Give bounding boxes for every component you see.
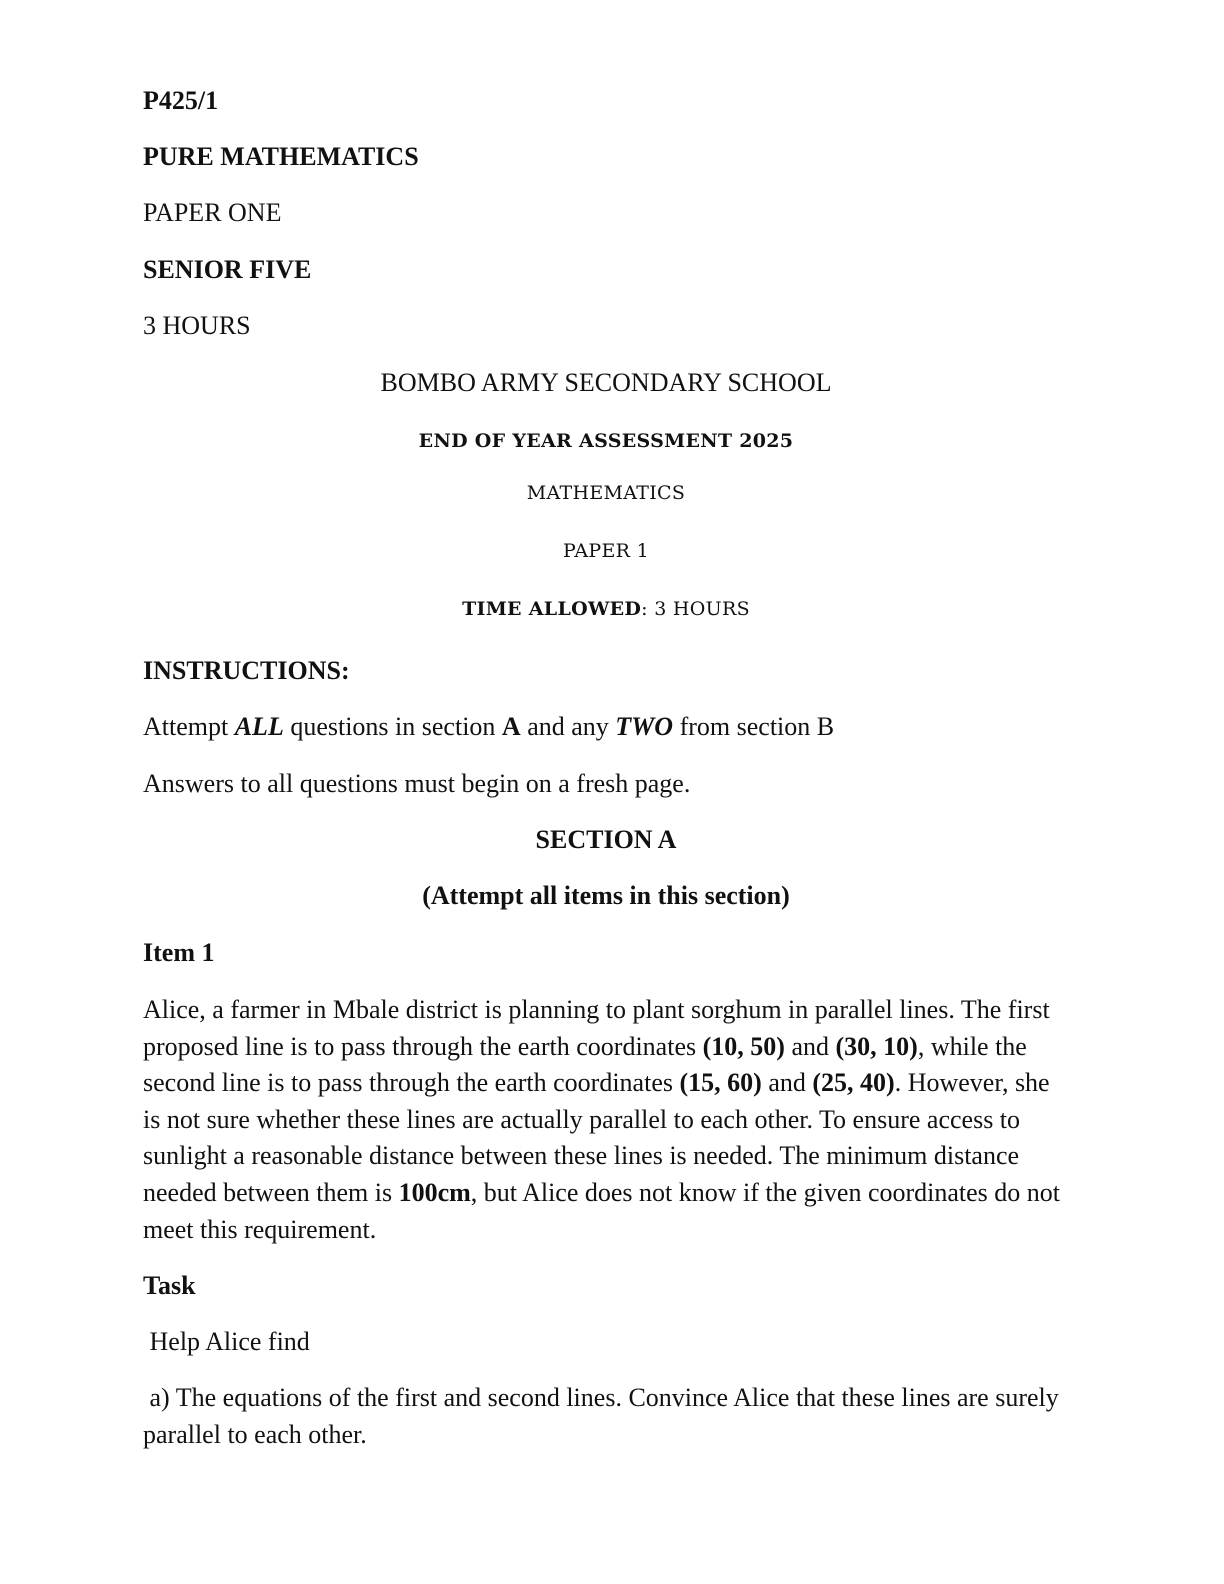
instr-text-3: and any xyxy=(520,712,616,741)
coord-2: (30, 10) xyxy=(835,1031,918,1061)
instr-section-a: A xyxy=(501,712,521,741)
instr-two: TWO xyxy=(615,712,674,741)
assessment-paper: PAPER 1 xyxy=(563,540,649,562)
time-allowed-label: TIME ALLOWED xyxy=(462,598,642,620)
item-label: Item 1 xyxy=(143,938,215,967)
assessment-title: END OF YEAR ASSESSMENT 2025 xyxy=(418,430,794,452)
instr-text-4: from section B xyxy=(673,712,835,741)
item-text-4: and xyxy=(761,1068,813,1098)
coord-4: (25, 40) xyxy=(812,1068,895,1098)
item-text-3: , while the second line is to pass through the earth coordinates xyxy=(143,1031,1027,1098)
school-name: BOMBO ARMY SECONDARY SCHOOL xyxy=(380,368,832,397)
coord-3: (15, 60) xyxy=(679,1068,762,1098)
instructions-heading: INSTRUCTIONS: xyxy=(143,656,350,685)
coord-1: (10, 50) xyxy=(702,1031,785,1061)
time-allowed xyxy=(0,594,1212,624)
paper-number: PAPER ONE xyxy=(143,198,282,227)
item-text-1: Alice, a farmer in Mbale district is planning to plant sorghum in parallel lines. The first proposed line is to pass through the earth coordinates xyxy=(143,995,1050,1061)
task-part-a: a) The equations of the first and second lines. Convince Alice that these lines are surely parallel to each other. xyxy=(143,1383,1066,1449)
assessment-subject: MATHEMATICS xyxy=(526,482,686,504)
paper-code: P425/1 xyxy=(143,86,219,115)
section-subtitle: (Attempt all items in this section) xyxy=(422,881,790,910)
instr-text-1: Attempt xyxy=(143,712,235,741)
item-text-6: , but Alice does not know if the given coordinates do not meet this requirement. xyxy=(143,1177,1061,1244)
instr-all: ALL xyxy=(234,712,284,741)
item-paragraph xyxy=(143,992,1073,1248)
section-title: SECTION A xyxy=(535,825,677,854)
subject-title: PURE MATHEMATICS xyxy=(143,142,419,171)
task-label: Task xyxy=(143,1271,196,1300)
time-allowed-value: : 3 HOURS xyxy=(641,598,750,620)
class-level: SENIOR FIVE xyxy=(143,255,312,284)
min-distance: 100cm xyxy=(398,1177,471,1207)
item-text-2: and xyxy=(784,1031,836,1061)
instruction-line-2: Answers to all questions must begin on a fresh page. xyxy=(143,769,691,798)
instruction-line-1 xyxy=(143,712,834,742)
duration: 3 HOURS xyxy=(143,311,251,340)
instr-text-2: questions in section xyxy=(283,712,502,741)
item-text-5: . However, she is not sure whether these lines are actually parallel to each other. To ensure access to sunlight a reasonable distance between these lines is needed. The minimum distance needed between them is xyxy=(143,1068,1050,1207)
task-intro: Help Alice find xyxy=(143,1327,310,1356)
